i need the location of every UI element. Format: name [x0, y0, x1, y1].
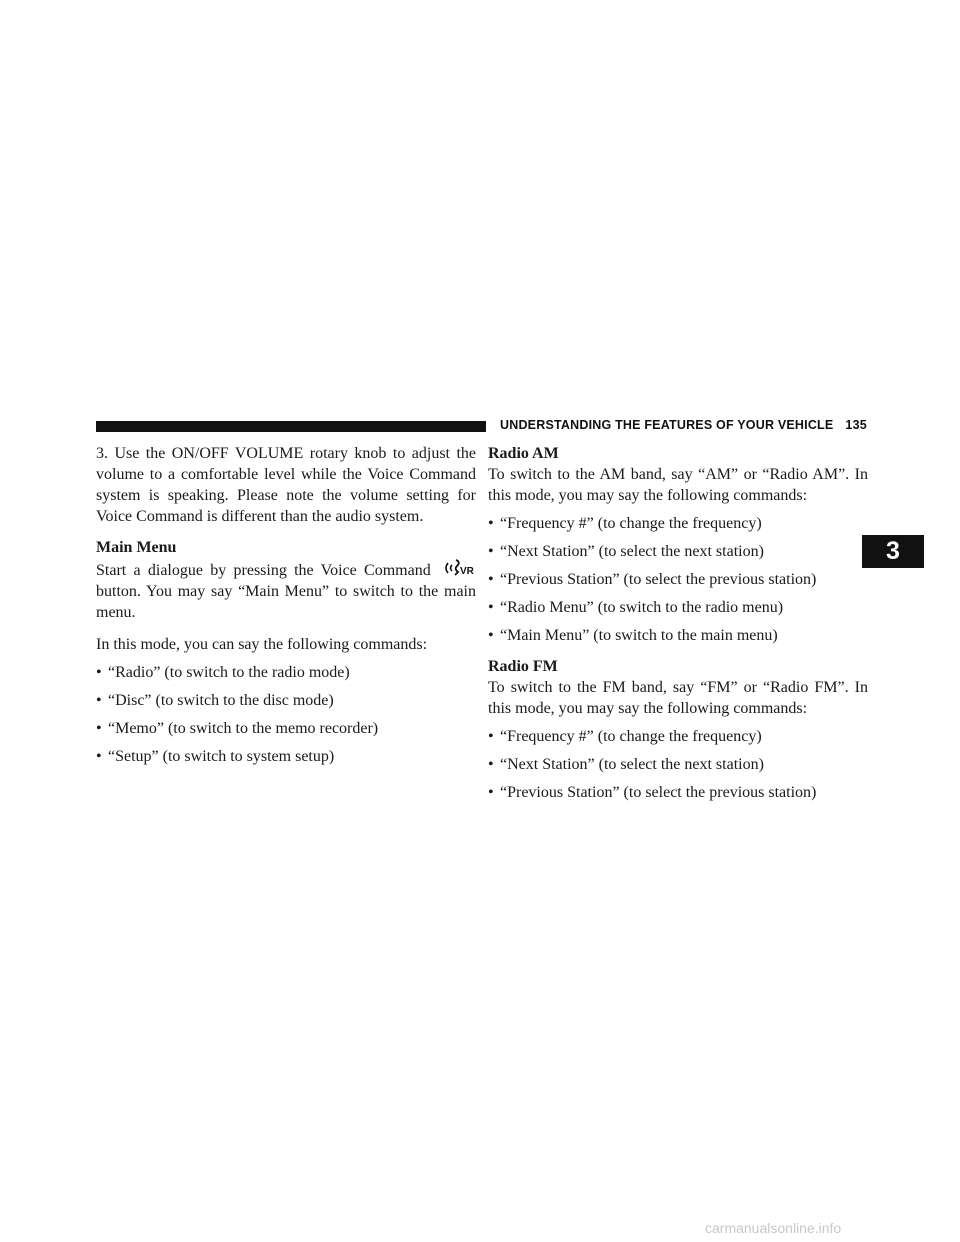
- list-item: • “Setup” (to switch to system setup): [96, 746, 476, 767]
- list-item: • “Frequency #” (to change the frequency): [488, 513, 868, 534]
- right-column: [488, 443, 868, 810]
- step-3-paragraph: 3. Use the ON/OFF VOLUME rotary knob to adjust the volume to a comfortable level while the Voice Command system is speaking. Please note the volume setting for Voice Command is different than the audio system.: [96, 445, 476, 525]
- list-item: • “Main Menu” (to switch to the main menu): [488, 625, 868, 646]
- list-item: • “Disc” (to switch to the disc mode): [96, 690, 476, 711]
- chapter-tab: 3: [862, 535, 924, 568]
- main-menu-command-list: [96, 662, 476, 767]
- list-item: • “Next Station” (to select the next station): [488, 541, 868, 562]
- watermark-link[interactable]: carmanualsonline.info: [705, 1220, 842, 1236]
- list-item: • “Next Station” (to select the next station): [488, 754, 868, 775]
- radio-am-paragraph: To switch to the AM band, say “AM” or “Radio AM”. In this mode, you may say the following commands:: [488, 466, 868, 504]
- radio-am-command-list: [488, 513, 868, 646]
- list-item: • “Previous Station” (to select the previous station): [488, 782, 868, 803]
- left-column: [96, 443, 476, 774]
- main-menu-text-1: Start a dialogue by pressing the Voice Command: [96, 562, 431, 579]
- main-menu-paragraph: [96, 558, 476, 623]
- header-rule: [96, 421, 486, 432]
- main-menu-heading: Main Menu: [96, 539, 177, 556]
- running-header: [500, 418, 868, 432]
- list-item: • “Memo” (to switch to the memo recorder): [96, 718, 476, 739]
- mode-intro: In this mode, you can say the following commands:: [96, 636, 428, 653]
- svg-text:VR: VR: [460, 566, 474, 577]
- voice-command-icon: [442, 558, 476, 578]
- main-menu-text-2: button. You may say “Main Menu” to switch to the main menu.: [96, 583, 476, 621]
- page-number: 135: [845, 418, 867, 432]
- radio-fm-command-list: [488, 726, 868, 803]
- list-item: • “Frequency #” (to change the frequency): [488, 726, 868, 747]
- radio-fm-heading: Radio FM: [488, 658, 558, 675]
- header-title: UNDERSTANDING THE FEATURES OF YOUR VEHICLE: [500, 418, 834, 432]
- list-item: • “Previous Station” (to select the previous station): [488, 569, 868, 590]
- list-item: • “Radio” (to switch to the radio mode): [96, 662, 476, 683]
- radio-fm-paragraph: To switch to the FM band, say “FM” or “Radio FM”. In this mode, you may say the following commands:: [488, 679, 868, 717]
- radio-am-heading: Radio AM: [488, 445, 559, 462]
- list-item: • “Radio Menu” (to switch to the radio menu): [488, 597, 868, 618]
